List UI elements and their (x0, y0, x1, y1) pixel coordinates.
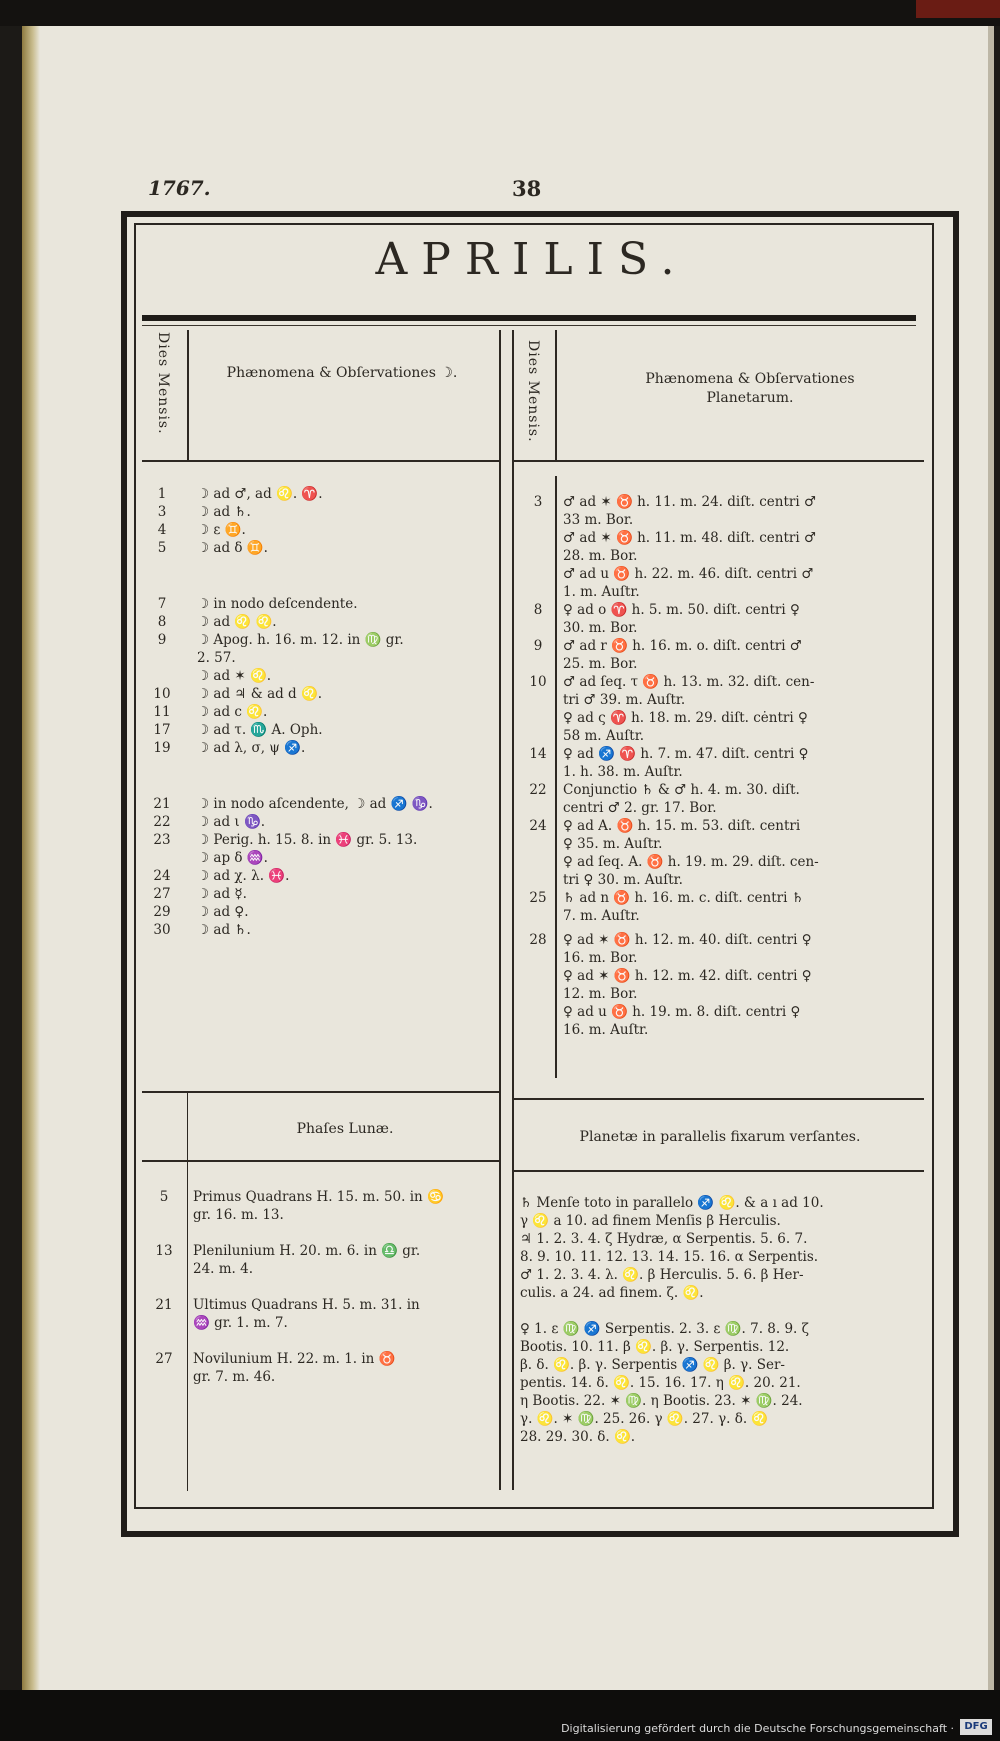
moon-day: 5 (157, 540, 167, 556)
moon-entry: ☽ ad λ, σ, ψ ♐. (197, 740, 306, 756)
moon-entry: ☽ ε ♊. (197, 522, 246, 538)
planet-entry: ♂ ad u ♉ h. 22. m. 46. diſt. centri ♂ 1. m. Auſtr. (563, 566, 814, 600)
moon-day: 4 (157, 522, 167, 538)
moon-entry: ☽ Perig. h. 15. 8. in ♓ gr. 5. 13. (197, 832, 418, 848)
planet-entry: ♀ ad u ♉ h. 19. m. 8. diſt. centri ♀ 16. m. Auſtr. (563, 1004, 801, 1038)
header-rule-left (142, 460, 499, 462)
moon-entry: ☽ ad ♌ ♌. (197, 614, 277, 630)
moon-day: 21 (153, 796, 171, 812)
title-rule-thick (142, 315, 916, 321)
planet-entry: ♀ ad A. ♉ h. 15. m. 53. diſt. centri ♀ 35. m. Auſtr. (563, 818, 801, 852)
moon-day: 9 (157, 632, 167, 648)
planet-entry: ♂ ad r ♉ h. 16. m. o. diſt. centri ♂ 25. m. Bor. (563, 638, 802, 672)
moon-entry: ☽ ad τ. ♏ A. Oph. (197, 722, 323, 738)
planet-entry: ♀ ad ✶ ♉ h. 12. m. 40. diſt. centri ♀ 16. m. Bor. (563, 932, 812, 966)
phase-entry: Ultimus Quadrans H. 5. m. 31. in ♒ gr. 1. m. 7. (193, 1297, 420, 1331)
header-rule-right (512, 460, 924, 462)
phase-day: 13 (155, 1243, 173, 1259)
moon-entry: ☽ ap δ ♒. (197, 850, 268, 866)
phases-head-rule-left (142, 1160, 499, 1162)
phase-entry: Plenilunium H. 20. m. 6. in ♎ gr. 24. m. 4. (193, 1243, 421, 1277)
moon-phenomena-header: Phænomena & Obſervationes ☽. (226, 365, 458, 381)
moon-entry: ☽ ad c ♌. (197, 704, 268, 720)
moon-entry: ☽ ad δ ♊. (197, 540, 268, 556)
title-rule-thin (142, 325, 916, 326)
planet-entry: ♀ ad o ♈ h. 5. m. 50. diſt. centri ♀ 30. m. Bor. (563, 602, 800, 636)
planet-entry: ♀ ad ✶ ♉ h. 12. m. 42. diſt. centri ♀ 12. m. Bor. (563, 968, 812, 1002)
divider-day-left-lower (187, 1091, 188, 1491)
parallel-entry: ♄ Menſe toto in parallelo ♐ ♌. & a ı ad 10. γ ♌ a 10. ad finem Menſis β Herculis. (520, 1195, 824, 1229)
page-number: 38 (512, 176, 542, 201)
dfg-logo: DFG (960, 1719, 992, 1735)
divider-day-left (187, 330, 189, 460)
phase-day: 21 (155, 1297, 173, 1313)
planet-entry: ♄ ad n ♉ h. 16. m. c. diſt. centri ♄ 7. m. Auſtr. (563, 890, 804, 924)
planet-day: 9 (533, 638, 543, 654)
phase-entry: Novilunium H. 22. m. 1. in ♉ gr. 7. m. 46. (193, 1351, 396, 1385)
moon-entry: ☽ ad ✶ ♌. (197, 668, 272, 684)
moon-day: 23 (153, 832, 171, 848)
digitization-credit: Digitalisierung gefördert durch die Deutsche Forschungsgemeinschaft · (561, 1722, 954, 1735)
moon-entry: ☽ ad ♄. (197, 922, 251, 938)
divider-planet-days (555, 476, 557, 1078)
phases-top-rule-right (512, 1098, 924, 1100)
moon-entry: ☽ ad χ. λ. ♓. (197, 868, 290, 884)
moon-day: 27 (153, 886, 171, 902)
parallel-entry: ♃ 1. 2. 3. 4. ζ Hydræ, α Serpentis. 5. 6. 7. 8. 9. 10. 11. 12. 13. 14. 15. 16. α Serpentis. (520, 1231, 819, 1265)
scan-border-top (0, 0, 1000, 26)
phase-day: 5 (159, 1189, 169, 1205)
planet-phenomena-header: Phænomena & Obſervationes Planetarum. (645, 371, 855, 406)
moon-entry: ☽ in nodo aſcendente, ☽ ad ♐ ♑. (197, 796, 433, 812)
phase-entry: Primus Quadrans H. 15. m. 50. in ♋ gr. 16. m. 13. (193, 1189, 444, 1223)
planet-day: 28 (529, 932, 547, 948)
moon-day: 29 (153, 904, 171, 920)
moon-day: 8 (157, 614, 167, 630)
moon-entry: ☽ ad ☿. (197, 886, 247, 902)
moon-entry: ☽ ad ♂, ad ♌. ♈. (197, 486, 323, 502)
year-heading: 1767. (148, 176, 211, 200)
divider-day-right (555, 330, 557, 460)
divider-middle-right (512, 330, 514, 1490)
planet-day: 14 (529, 746, 547, 762)
phase-day: 27 (155, 1351, 173, 1367)
planet-day: 25 (529, 890, 547, 906)
moon-entry: ☽ ad ♃ & ad d ♌. (197, 686, 323, 702)
planet-day: 8 (533, 602, 543, 618)
planet-entry: ♂ ad ✶ ♉ h. 11. m. 24. diſt. centri ♂ 33 m. Bor. (563, 494, 817, 528)
moon-day: 30 (153, 922, 171, 938)
moon-entry: ☽ Apog. h. 16. m. 12. in ♍ gr. (197, 632, 404, 648)
planet-day: 3 (533, 494, 543, 510)
planet-entry: ♀ ad ♐ ♈ h. 7. m. 47. diſt. centri ♀ 1. h. 38. m. Auſtr. (563, 746, 809, 780)
planet-day: 10 (529, 674, 547, 690)
parallel-entry: ♂ 1. 2. 3. 4. λ. ♌. β Herculis. 5. 6. β Her- culis. a 24. ad finem. ζ. ♌. (520, 1267, 804, 1301)
moon-day: 7 (157, 596, 167, 612)
phases-head-rule-right (512, 1170, 924, 1172)
divider-middle-left (499, 330, 501, 1490)
planet-entry: ♀ ad ſeq. A. ♉ h. 19. m. 29. diſt. cen- tri ♀ 30. m. Auſtr. (563, 854, 819, 888)
month-title: APRILIS. (375, 234, 689, 285)
dies-mensis-header-right: Dies Mensis. (525, 340, 541, 443)
planet-day: 24 (529, 818, 547, 834)
moon-day: 1 (157, 486, 167, 502)
moon-day: 11 (153, 704, 171, 720)
planet-day: 22 (529, 782, 547, 798)
planet-entry: ♂ ad ſeq. τ ♉ h. 13. m. 32. diſt. cen- tri ♂ 39. m. Auſtr. (563, 674, 815, 708)
planet-entry: ♀ ad ς ♈ h. 18. m. 29. diſt. cėntri ♀ 58 m. Auſtr. (563, 710, 808, 744)
dies-mensis-header-left: Dies Mensis. (155, 332, 171, 435)
phases-lunae-header: Phaſes Lunæ. (296, 1121, 394, 1137)
moon-day: 22 (153, 814, 171, 830)
planet-entry: Conjunctio ♄ & ♂ h. 4. m. 30. diſt. centri ♂ 2. gr. 17. Bor. (563, 782, 800, 816)
moon-entry: 2. 57. (197, 650, 236, 666)
moon-entry: ☽ in nodo deſcendente. (197, 596, 358, 612)
page-right-edge (988, 26, 994, 1690)
book-edge-red (916, 0, 1000, 18)
moon-entry: ☽ ad ι ♑. (197, 814, 266, 830)
parallel-entry: ♀ 1. ε ♍ ♐ Serpentis. 2. 3. ε ♍. 7. 8. 9. ζ Bootis. 10. 11. β ♌. β. γ. Serpentis. 12. β. δ. ♌. β. γ. Serpentis ♐ ♌ β. γ. Ser- pentis. 14. δ. ♌. 15. 16. 17. η ♌. 20. 21. η Bootis. 22. ✶ ♍. η Bootis. 23. ✶ ♍. 24. γ. ♌. ✶ ♍. 25. 26. γ ♌. 27. γ. δ. ♌ 28. 29. 30. δ. ♌. (520, 1321, 809, 1445)
planets-parallels-header: Planetæ in parallelis fixarum verſantes. (579, 1129, 861, 1145)
planet-entry: ♂ ad ✶ ♉ h. 11. m. 48. diſt. centri ♂ 28. m. Bor. (563, 530, 817, 564)
moon-day: 24 (153, 868, 171, 884)
moon-entry: ☽ ad ♄. (197, 504, 251, 520)
moon-day: 10 (153, 686, 171, 702)
moon-entry: ☽ ad ♀. (197, 904, 249, 920)
moon-day: 17 (153, 722, 171, 738)
page-gutter (22, 26, 40, 1690)
moon-day: 19 (153, 740, 171, 756)
phases-top-rule-left (142, 1091, 499, 1093)
moon-day: 3 (157, 504, 167, 520)
